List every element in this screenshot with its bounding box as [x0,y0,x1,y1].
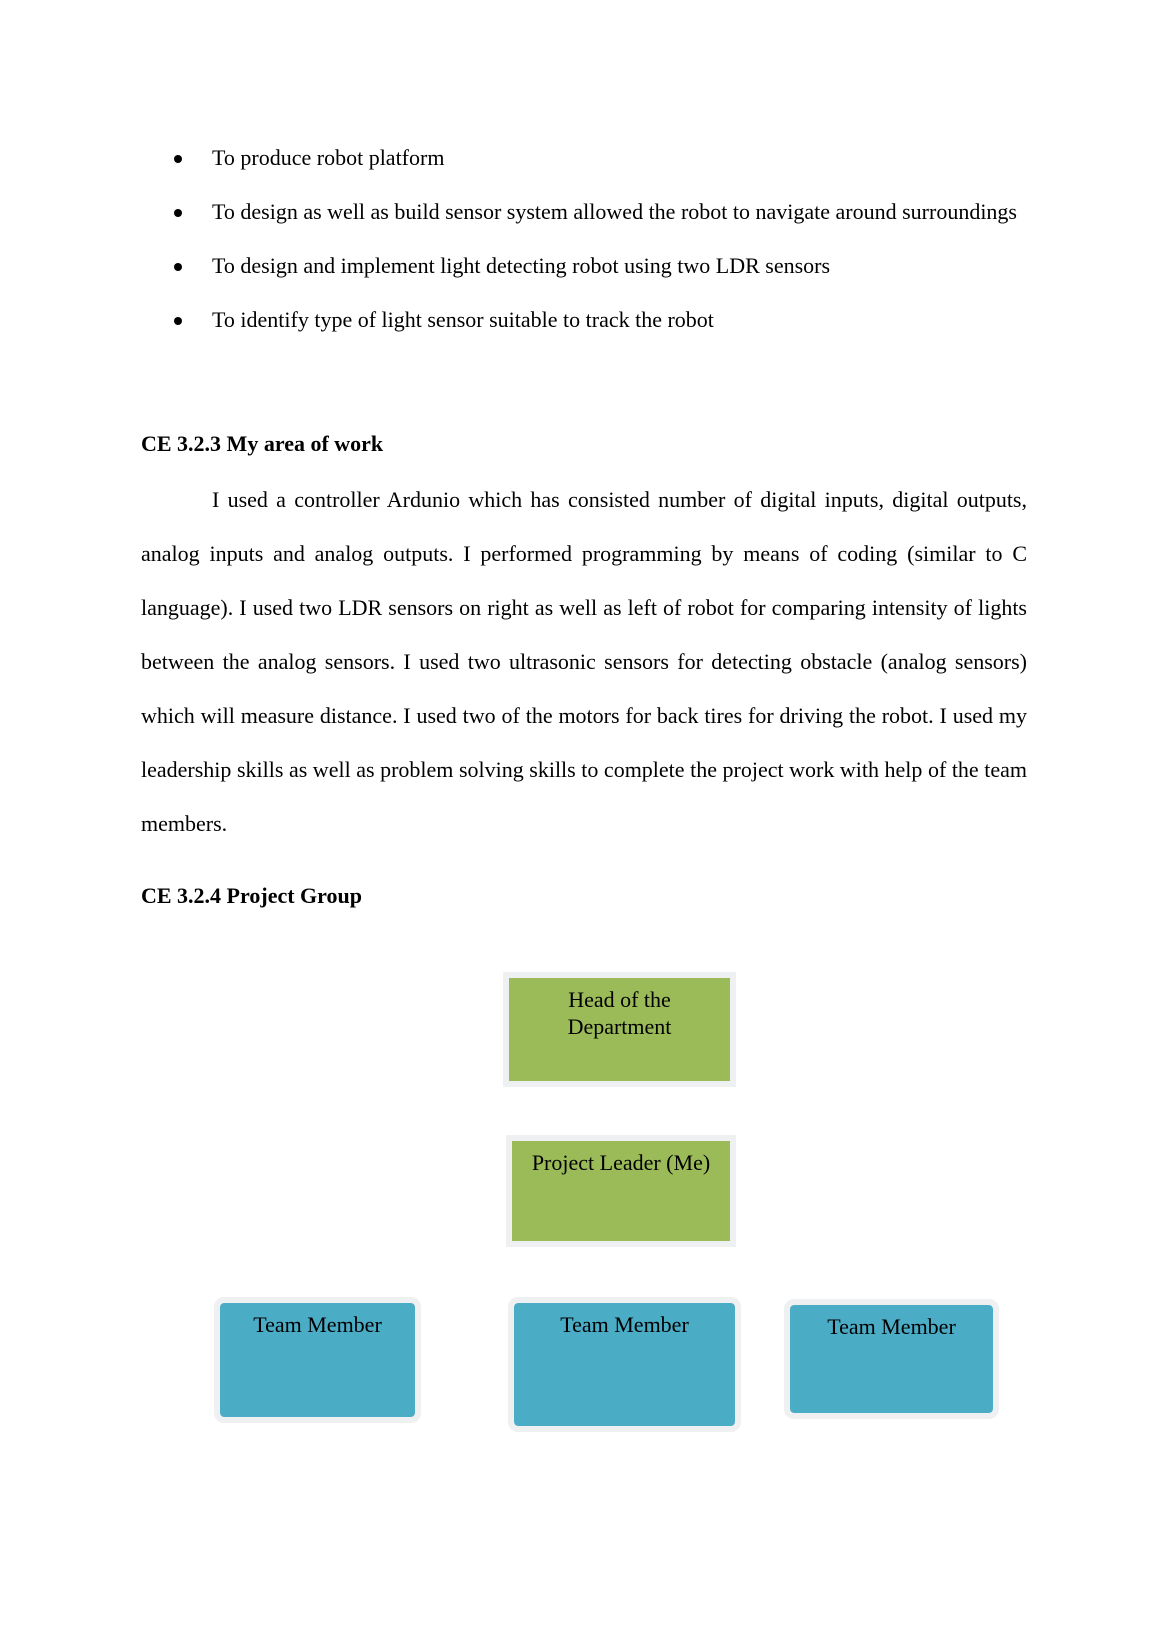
bullet-icon [174,209,182,217]
org-box-head-of-department [503,972,736,1087]
list-item-text: To identify type of light sensor suitable to track the robot [212,307,714,332]
objectives-list [141,131,1027,347]
section-heading-project-group: CE 3.2.4 Project Group [141,883,362,908]
list-item [141,185,1027,239]
list-item [141,293,1027,347]
list-item [141,131,1027,185]
org-box-project-leader [506,1135,736,1247]
org-box-label: Team Member [253,1312,382,1337]
list-item-text: To design and implement light detecting robot using two LDR sensors [212,253,831,278]
org-box-label: Project Leader (Me) [531,1150,711,1175]
list-item-text: To produce robot platform [212,145,445,170]
section-heading-area-of-work: CE 3.2.3 My area of work [141,431,384,456]
bullet-icon [174,263,182,271]
org-box-team-member [784,1299,999,1419]
list-item [141,239,1027,293]
org-box-label: Head of the Department [567,987,672,1039]
org-box-label: Team Member [560,1312,689,1337]
list-item-text: To design as well as build sensor system allowed the robot to navigate around surroundings [212,199,1017,224]
bullet-icon [174,155,182,163]
org-box-label: Team Member [827,1314,956,1339]
bullet-icon [174,317,182,325]
area-of-work-paragraph: I used a controller Ardunio which has consisted number of digital inputs, digital outputs, analog inputs and analog outputs. I performed programming by means of coding (similar to C language). I used two LDR sensors on right as well as left of robot for comparing intensity of lights between the analog sensors. I used two ultrasonic sensors for detecting obstacle (analog sensors) which will measure distance. I used two of the motors for back tires for driving the robot. I used my leadership skills as well as problem solving skills to complete the project work with help of the team members. [141,487,1027,836]
org-box-team-member [508,1297,741,1432]
org-box-team-member [214,1297,421,1423]
